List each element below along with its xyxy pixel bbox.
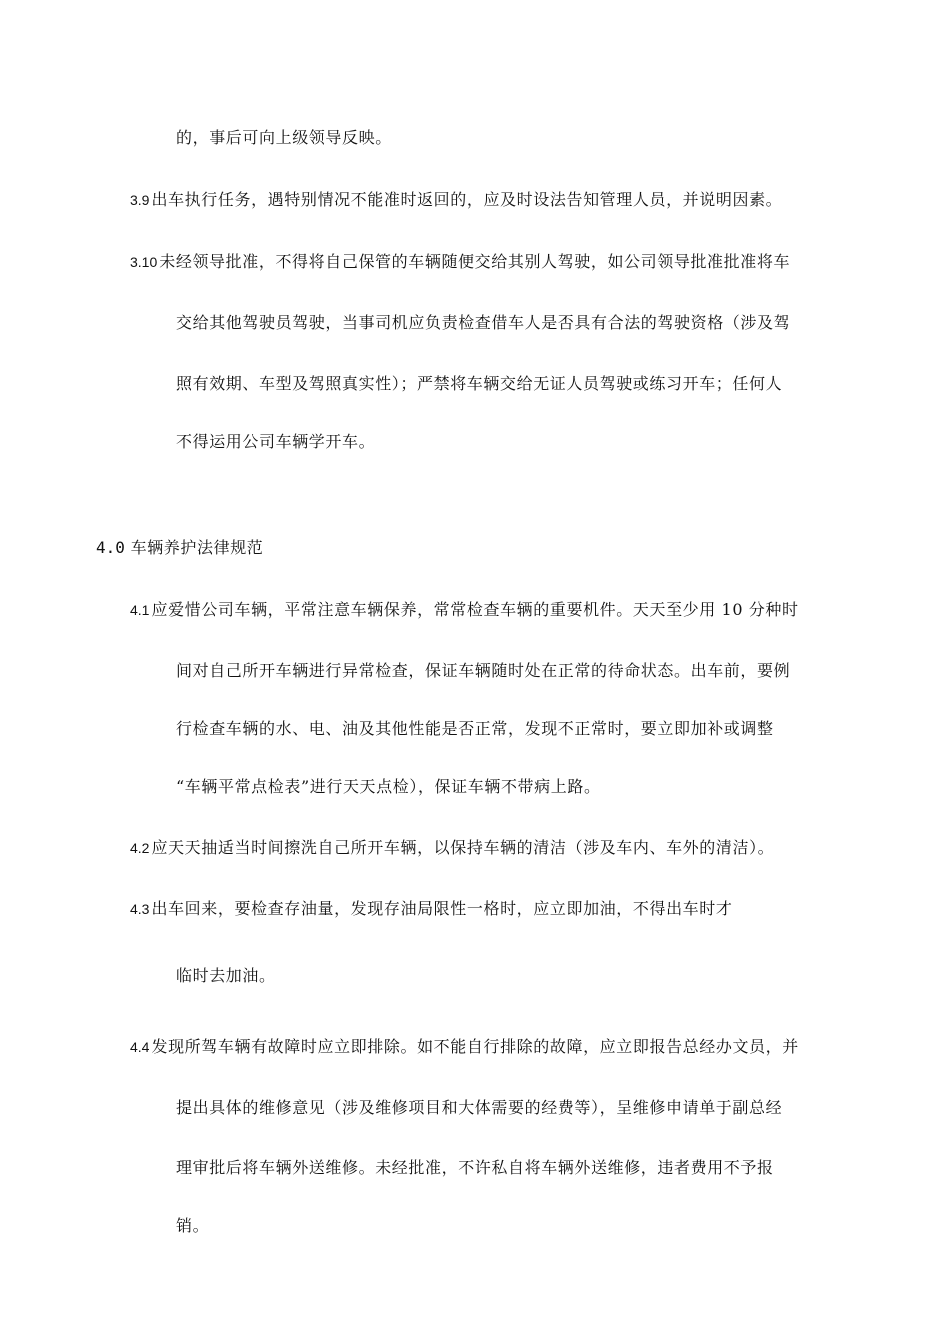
paragraph-line (176, 661, 790, 681)
line-text: 照有效期、车型及驾照真实性）；严禁将车辆交给无证人员驾驶或练习开车；任何人 (176, 374, 783, 393)
paragraph-line (176, 777, 601, 797)
line-text: 临时去加油。 (176, 966, 276, 985)
clause-number: 4.4 (130, 1039, 150, 1055)
line-text: 的，事后可向上级领导反映。 (176, 128, 392, 147)
line-text: 未经领导批准，不得将自己保管的车辆随便交给其别人驾驶，如公司领导批准批准将车 (159, 252, 791, 271)
line-text: 间对自己所开车辆进行异常检查，保证车辆随时处在正常的待命状态。出车前，要例 (176, 661, 791, 680)
line-text: 应天天抽适当时间擦洗自己所开车辆，以保持车辆的清洁（涉及车内、车外的清洁）。 (151, 838, 775, 857)
clause-number: 3.10 (130, 254, 158, 270)
line-text: 行检查车辆的水、电、油及其他性能是否正常，发现不正常时，要立即加补或调整 (176, 719, 774, 738)
line-text: 出车回来，要检查存油量，发现存油局限性一格时，应立即加油，不得出车时才 (151, 899, 733, 918)
line-text: 销。 (176, 1216, 210, 1235)
clause-number: 4.3 (130, 901, 150, 917)
line-text: 提出具体的维修意见（涉及维修项目和大体需要的经费等），呈维修申请单于副总经 (176, 1098, 783, 1117)
clause-4-2 (130, 838, 774, 858)
clause-3-10 (130, 252, 790, 272)
line-text: 出车执行任务，遇特别情况不能准时返回的，应及时设法告知管理人员，并说明因素。 (151, 190, 783, 209)
clause-number: 4.2 (130, 840, 150, 856)
paragraph-line (176, 1216, 209, 1236)
line-text: 不得运用公司车辆学开车。 (176, 432, 376, 451)
clause-4-4 (130, 1037, 799, 1057)
section-title: 车辆养护法律规范 (130, 538, 264, 557)
clause-3-9 (130, 190, 782, 210)
paragraph-line (176, 966, 276, 986)
paragraph-line (176, 1098, 782, 1118)
line-text: 发现所驾车辆有故障时应立即排除。如不能自行排除的故障，应立即报告总经办文员，并 (151, 1037, 799, 1056)
line-text: 理审批后将车辆外送维修。未经批准，不许私自将车辆外送维修，违者费用不予报 (176, 1158, 774, 1177)
paragraph-line (176, 432, 375, 452)
paragraph-line (176, 128, 392, 148)
paragraph-line (176, 374, 782, 394)
section-heading-4-0 (96, 538, 263, 558)
clause-number: 3.9 (130, 192, 150, 208)
line-text: 交给其他驾驶员驾驶，当事司机应负责检查借车人是否具有合法的驾驶资格（涉及驾 (176, 313, 791, 332)
paragraph-line (176, 719, 774, 739)
clause-4-1 (130, 600, 799, 620)
section-number: 4.0 (96, 538, 125, 557)
clause-number: 4.1 (130, 602, 150, 618)
paragraph-line (176, 1158, 774, 1178)
paragraph-line (176, 313, 790, 333)
line-text: “车辆平常点检表”进行天天点检），保证车辆不带病上路。 (176, 777, 601, 796)
clause-4-3 (130, 899, 732, 919)
line-text: 应爱惜公司车辆，平常注意车辆保养，常常检查车辆的重要机件。天天至少用 10 分种时 (151, 600, 799, 619)
